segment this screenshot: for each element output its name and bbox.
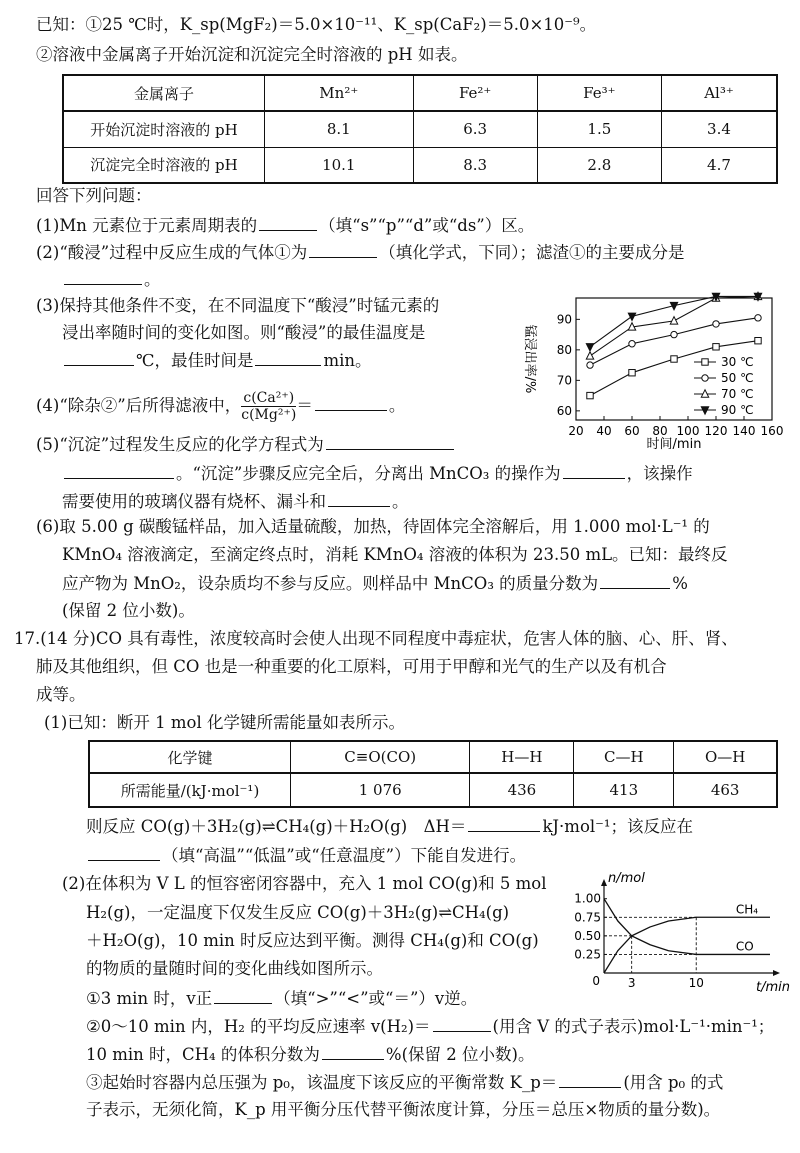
- answer-blank[interactable]: [559, 1071, 621, 1088]
- bond-table-header: C—H: [574, 741, 674, 773]
- bond-energy-table: [88, 740, 778, 808]
- answer-blank[interactable]: [468, 815, 540, 832]
- q16-part1: [36, 214, 534, 237]
- ph-table-cell: 2.8: [537, 147, 661, 183]
- data-point: [628, 313, 635, 320]
- answer-blank[interactable]: [309, 241, 377, 258]
- legend-marker: [702, 359, 708, 365]
- y-tick-label: 80: [556, 342, 572, 357]
- q16-part5-text-c: ，该操作: [626, 464, 693, 483]
- data-point: [671, 331, 677, 337]
- q17-sub1-text-a: ①3 min 时，v正: [86, 989, 213, 1008]
- data-point: [713, 321, 719, 327]
- q16-part4-text-a: (4)“除杂②”后所得滤液中，: [36, 396, 242, 415]
- x-tick-label: 80: [652, 424, 668, 438]
- bond-table-cell: 413: [574, 773, 674, 807]
- q16-part4-text-c: 。: [388, 396, 406, 415]
- answer-blank[interactable]: [64, 462, 174, 479]
- q17-sub3-text-b: (用含 p₀ 的式: [623, 1073, 724, 1092]
- x-axis-arrow: [773, 970, 780, 976]
- chart-legend: [694, 355, 754, 417]
- answer-blank[interactable]: [315, 394, 387, 411]
- q17-part2-line2: H₂(g)，一定温度下仅发生反应 CO(g)＋3H₂(g)⇌CH₄(g): [86, 903, 510, 922]
- y-tick-label: 90: [556, 312, 572, 327]
- q17-part2-line1: (2)在体积为 V L 的恒容密闭容器中，充入 1 mol CO(g)和 5 mol: [62, 874, 547, 893]
- answer-blank[interactable]: [328, 490, 390, 507]
- q17-part2-sub2: [86, 1015, 774, 1038]
- data-point: [586, 344, 593, 351]
- y-tick-label: 0.75: [574, 910, 601, 925]
- data-point: [670, 317, 677, 324]
- y-tick-label: 0.50: [574, 928, 601, 943]
- data-point: [629, 341, 635, 347]
- y-tick-label: 70: [556, 373, 572, 388]
- ph-table: [62, 74, 778, 184]
- x-tick-label: 3: [627, 976, 636, 990]
- answer-blank[interactable]: [214, 987, 272, 1004]
- bond-table-cell: 1 076: [291, 773, 470, 807]
- ph-table-cell: 3.4: [661, 111, 777, 147]
- q16-part5-line3: [62, 490, 409, 513]
- x-tick-label: 120: [704, 424, 728, 438]
- ph-table-header: 金属离子: [63, 75, 265, 111]
- x-tick-label: 10: [688, 976, 704, 990]
- ph-table-header: Fe³⁺: [537, 75, 661, 111]
- q17-part2-sub3-cont: 子表示，无须化简，K_p 用平衡分压代替平衡浓度计算，分压＝总压×物质的量分数)。: [86, 1100, 721, 1119]
- y-tick-label: 60: [556, 403, 572, 418]
- q16-part2-text-c: 。: [144, 270, 161, 289]
- q16-part6-text-a: 应产物为 MnO₂，设杂质均不参与反应。则样品中 MnCO₃ 的质量分数为: [62, 574, 599, 593]
- y-axis-arrow: [601, 879, 607, 886]
- bond-table-header: H—H: [470, 741, 574, 773]
- y-tick-label: 1.00: [574, 891, 601, 906]
- answer-blank[interactable]: [259, 214, 317, 231]
- q17-part2-line3: ＋H₂O(g)，10 min 时反应达到平衡。测得 CH₄(g)和 CO(g): [86, 931, 539, 950]
- q17-sub2-text-a: ②0～10 min 内，H₂ 的平均反应速率 v(H₂)＝: [86, 1017, 431, 1036]
- answer-blank[interactable]: [64, 349, 134, 366]
- q16-part1-text-b: （填“s”“p”“d”或“ds”）区。: [319, 216, 535, 235]
- legend-label: 70 ℃: [721, 387, 754, 401]
- answer-blank[interactable]: [600, 572, 670, 589]
- ph-table-cell: 4.7: [661, 147, 777, 183]
- q17-part1-after: [86, 815, 693, 838]
- q16-part1-text-a: (1)Mn 元素位于元素周期表的: [36, 216, 258, 235]
- fraction-numerator: c(Ca²⁺): [241, 390, 296, 407]
- known-line-2: ②溶液中金属离子开始沉淀和沉淀完全时溶液的 pH 如表。: [36, 45, 468, 64]
- q17-line3: 成等。: [36, 685, 86, 704]
- data-point: [587, 362, 593, 368]
- y-axis-label: n/mol: [608, 871, 645, 886]
- q17-part1-after-2: [86, 844, 526, 867]
- ph-table-header: Mn²⁺: [265, 75, 414, 111]
- legend-marker: [702, 375, 708, 381]
- q16-part3-text-a: ℃，最佳时间是: [136, 351, 254, 370]
- q17-line2: 肺及其他组织，但 CO 也是一种重要的化工原料，可用于甲醇和光气的生产以及有机合: [36, 657, 667, 676]
- q17-part1-text-b: kJ·mol⁻¹；该反应在: [542, 817, 693, 836]
- x-tick-label: 160: [760, 424, 784, 438]
- legend-label: 90 ℃: [721, 403, 754, 417]
- series-label: CH₄: [735, 902, 759, 917]
- answer-blank[interactable]: [322, 1043, 384, 1060]
- q16-part2: [36, 241, 685, 264]
- legend-label: 50 ℃: [721, 371, 754, 385]
- bond-table-header: C≡O(CO): [291, 741, 470, 773]
- q16-part2-text-a: (2)“酸浸”过程中反应生成的气体①为: [36, 243, 308, 262]
- q16-part6-text-b: %: [672, 574, 688, 593]
- data-point: [671, 356, 677, 362]
- fraction-denominator: c(Mg²⁺): [241, 407, 297, 423]
- y-tick-label: 0.25: [574, 947, 601, 962]
- q16-part6-line4: (保留 2 位小数)。: [62, 601, 195, 620]
- data-point: [587, 392, 593, 398]
- q17-part2-sub3: [86, 1071, 723, 1094]
- leaching-rate-chart: [516, 290, 782, 452]
- q16-part3-line2: 浸出率随时间的变化如图。则“酸浸”的最佳温度是: [62, 323, 426, 342]
- known-line-1: 已知：①25 ℃时，K_sp(MgF₂)＝5.0×10⁻¹¹、K_sp(CaF₂)＝5.0×10⁻⁹。: [36, 15, 597, 34]
- q16-part5-text-a: (5)“沉淀”过程发生反应的化学方程式为: [36, 435, 324, 454]
- q17-sub2-text-b: (用含 V 的式子表示)mol·L⁻¹·min⁻¹；: [492, 1017, 775, 1036]
- q16-part3-line1: (3)保持其他条件不变，在不同温度下“酸浸”时锰元素的: [36, 296, 440, 315]
- ph-table-cell: 开始沉淀时溶液的 pH: [63, 111, 265, 147]
- q16-intro: 回答下列问题：: [36, 186, 152, 205]
- q17-part2-line4: 的物质的量随时间的变化曲线如图所示。: [86, 959, 383, 978]
- bond-table-cell: 436: [470, 773, 574, 807]
- amount-time-chart: [566, 870, 790, 996]
- q17-sub1-text-b: （填“>”“<”或“＝”）v逆。: [274, 989, 478, 1008]
- q16-part2-text-b: （填化学式，下同）；滤渣①的主要成分是: [379, 243, 685, 262]
- ph-table-cell: 沉淀完全时溶液的 pH: [63, 147, 265, 183]
- q16-part6-line3: [62, 572, 688, 595]
- x-tick-label: 140: [732, 424, 756, 438]
- q17-part1-text-c: （填“高温”“低温”或“任意温度”）下能自发进行。: [162, 846, 527, 865]
- q16-part6-line1: (6)取 5.00 g 碳酸锰样品，加入适量硫酸，加热，待固体完全溶解后，用 1.000 mol·L⁻¹ 的: [36, 517, 710, 536]
- q17-sub2-text-d: %(保留 2 位小数)。: [385, 1045, 535, 1064]
- q16-part3-line3: [62, 349, 372, 372]
- data-point: [755, 315, 761, 321]
- data-point: [586, 352, 593, 359]
- bond-table-cell: 所需能量/(kJ·mol⁻¹): [89, 773, 291, 807]
- q16-part5-line1: [36, 433, 456, 456]
- q16-part6-line2: KMnO₄ 溶液滴定，至滴定终点时，消耗 KMnO₄ 溶液的体积为 23.50 mL。已知：最终反: [62, 545, 728, 564]
- fraction: [241, 390, 296, 423]
- x-tick-label: 40: [596, 424, 612, 438]
- x-tick-label: 60: [624, 424, 640, 438]
- bond-table-cell: 463: [674, 773, 777, 807]
- series-label: CO: [735, 939, 754, 954]
- q17-line1: 17.(14 分)CO 具有毒性，浓度较高时会使人出现不同程度中毒症状，危害人体的脑、心、肝、肾、: [14, 629, 738, 648]
- ph-table-cell: 10.1: [265, 147, 414, 183]
- q17-sub2-text-c: 10 min 时，CH₄ 的体积分数为: [86, 1045, 320, 1064]
- bond-table-header: 化学键: [89, 741, 291, 773]
- q17-sub3-text-a: ③起始时容器内总压强为 p₀，该温度下该反应的平衡常数 K_p＝: [86, 1073, 558, 1092]
- x-tick-label: 20: [568, 424, 584, 438]
- data-point: [629, 370, 635, 376]
- q17-part2-sub1: [86, 987, 477, 1010]
- origin-label: 0: [592, 974, 600, 988]
- ph-table-cell: 1.5: [537, 111, 661, 147]
- q17-part1-text-a: 则反应 CO(g)＋3H₂(g)⇌CH₄(g)＋H₂O(g) ΔH＝: [86, 817, 467, 836]
- q17-part1-intro: (1)已知：断开 1 mol 化学键所需能量如表所示。: [44, 713, 405, 732]
- x-axis-label: t/min: [756, 980, 790, 995]
- x-tick-label: 100: [676, 424, 700, 438]
- x-axis-label: 时间/min: [646, 437, 702, 452]
- legend-label: 30 ℃: [721, 355, 754, 369]
- bond-table-header: O—H: [674, 741, 777, 773]
- y-axis-label: 锰浸出率/%: [522, 324, 537, 394]
- q16-part5-text-b: 。“沉淀”步骤反应完全后，分离出 MnCO₃ 的操作为: [176, 464, 561, 483]
- ph-table-cell: 8.1: [265, 111, 414, 147]
- ph-table-cell: 8.3: [413, 147, 537, 183]
- answer-blank[interactable]: [326, 433, 454, 450]
- q16-part5-line2: [62, 462, 693, 485]
- q16-part3-text-b: min。: [323, 351, 372, 370]
- data-point: [713, 344, 719, 350]
- q17-part2-sub2-cont: [86, 1043, 534, 1066]
- data-point: [755, 338, 761, 344]
- answer-blank[interactable]: [88, 844, 160, 861]
- answer-blank[interactable]: [433, 1015, 491, 1032]
- ph-table-header: Fe²⁺: [413, 75, 537, 111]
- answer-blank[interactable]: [64, 268, 142, 285]
- ph-table-cell: 6.3: [413, 111, 537, 147]
- q16-part5-text-e: 。: [392, 492, 409, 511]
- q16-part5-text-d: 需要使用的玻璃仪器有烧杯、漏斗和: [62, 492, 326, 511]
- answer-blank[interactable]: [255, 349, 321, 366]
- q16-part4-text-b: ＝: [296, 396, 313, 415]
- q16-part2-cont: [62, 268, 161, 291]
- answer-blank[interactable]: [563, 462, 625, 479]
- ph-table-header: Al³⁺: [661, 75, 777, 111]
- q16-part4: [36, 386, 405, 426]
